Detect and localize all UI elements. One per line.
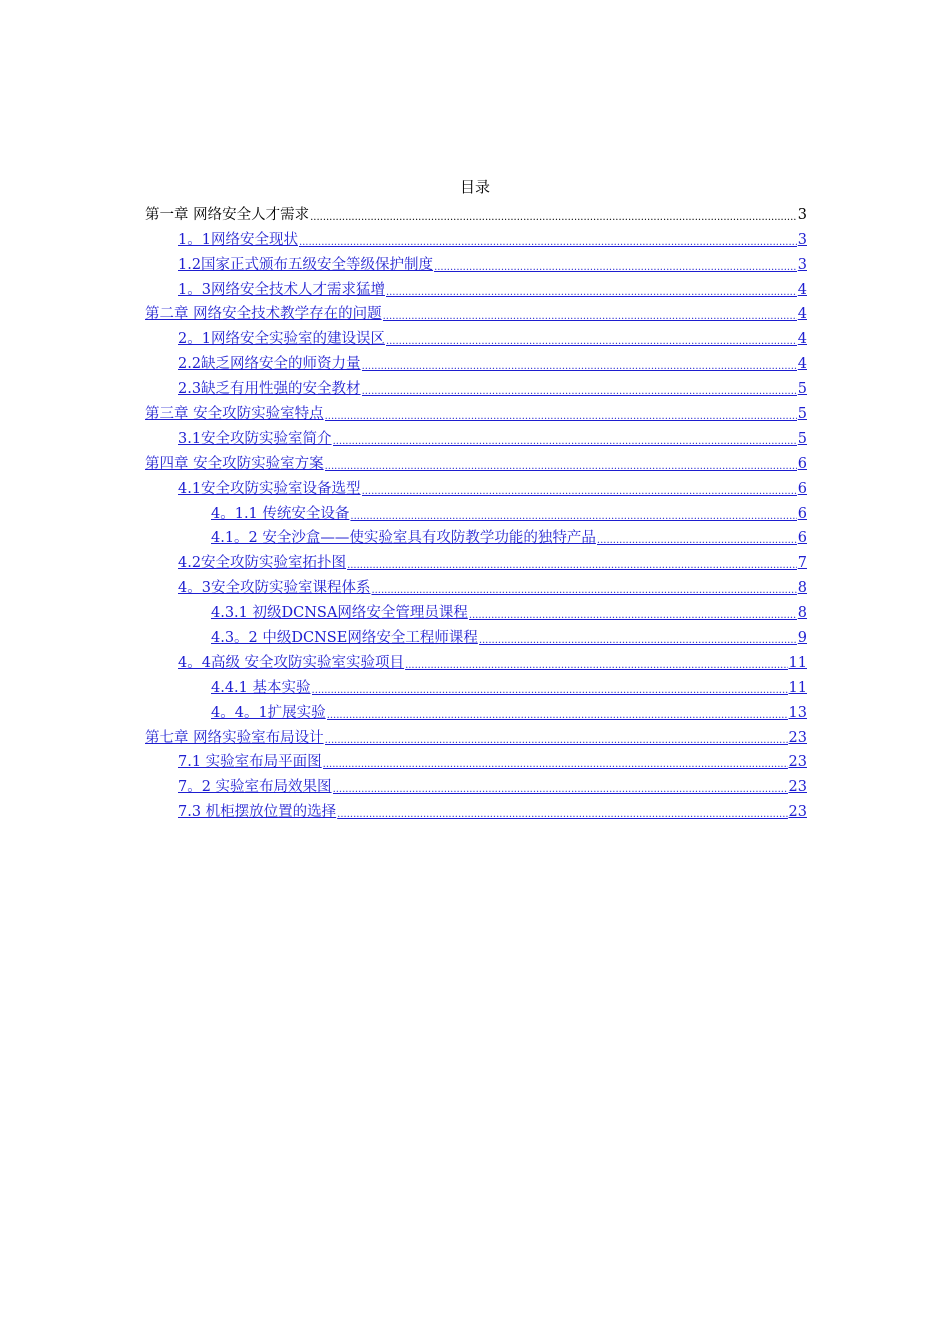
- toc-link-entry[interactable]: [145, 373, 807, 398]
- toc-link-entry[interactable]: [145, 299, 807, 324]
- toc-dot-leader: [371, 585, 796, 597]
- toc-page-number: 13: [788, 704, 807, 721]
- toc-link-entry[interactable]: [145, 547, 807, 572]
- toc-page-number: 23: [788, 779, 807, 796]
- toc-link-entry[interactable]: [145, 672, 807, 697]
- toc-page-number: 6: [797, 505, 807, 522]
- toc-link-entry[interactable]: [145, 771, 807, 796]
- toc-link-entry[interactable]: [145, 249, 807, 274]
- toc-entry: [145, 199, 807, 224]
- toc-dot-leader: [325, 411, 797, 423]
- toc-dot-leader: [337, 809, 787, 821]
- toc-dot-leader: [405, 660, 787, 672]
- toc-page-number: 23: [788, 804, 807, 821]
- toc-link-entry[interactable]: [145, 448, 807, 473]
- toc-dot-leader: [333, 784, 788, 796]
- toc-page-number: 3: [797, 206, 807, 223]
- toc-entry-text: 2.2缺乏网络安全的师资力量: [178, 356, 361, 373]
- toc-dot-leader: [347, 560, 797, 572]
- toc-entry-text: 1.2国家正式颁布五级安全等级保护制度: [178, 256, 434, 273]
- toc-link-entry[interactable]: [145, 398, 807, 423]
- toc-entry-text: 2.3缺乏有用性强的安全教材: [178, 381, 361, 398]
- toc-entry-text: 4.3.1 初级DCNSA网络安全管理员课程: [211, 605, 468, 622]
- toc-dot-leader: [325, 735, 788, 747]
- toc-page-number: 4: [797, 331, 807, 348]
- toc-page-number: 9: [797, 630, 807, 647]
- toc-page-number: 5: [797, 406, 807, 423]
- toc-link-entry[interactable]: [145, 274, 807, 299]
- toc-page-number: 5: [797, 430, 807, 447]
- toc-entry-text: 1。3网络安全技术人才需求猛增: [178, 281, 385, 298]
- toc-link-entry[interactable]: [145, 498, 807, 523]
- toc-dot-leader: [386, 336, 797, 348]
- toc-dot-leader: [350, 511, 796, 523]
- toc-page-number: 11: [788, 654, 807, 671]
- toc-link-entry[interactable]: [145, 722, 807, 747]
- toc-dot-leader: [597, 535, 797, 547]
- toc-dot-leader: [383, 311, 797, 323]
- toc-dot-leader: [362, 361, 797, 373]
- toc-page-number: 6: [797, 530, 807, 547]
- toc-link-entry[interactable]: [145, 796, 807, 821]
- toc-dot-leader: [479, 635, 797, 647]
- toc-dot-leader: [362, 386, 797, 398]
- toc-entry-text: 第一章 网络安全人才需求: [145, 206, 310, 223]
- toc-entry-text: 7.1 实验室布局平面图: [178, 754, 322, 771]
- toc-page-number: 3: [797, 256, 807, 273]
- toc-entry-text: 第三章 安全攻防实验室特点: [145, 406, 324, 423]
- toc-page-number: 3: [797, 231, 807, 248]
- toc-entry-text: 第四章 安全攻防实验室方案: [145, 455, 324, 472]
- toc-dot-leader: [469, 610, 797, 622]
- toc-entry-text: 3.1安全攻防实验室简介: [178, 430, 332, 447]
- toc-page-number: 23: [788, 754, 807, 771]
- toc-entry-text: 第二章 网络安全技术教学存在的问题: [145, 306, 382, 323]
- toc-link-entry[interactable]: [145, 597, 807, 622]
- toc-link-entry[interactable]: [145, 572, 807, 597]
- toc-dot-leader: [362, 486, 797, 498]
- toc-page-number: 6: [797, 480, 807, 497]
- toc-entry-text: 4.1。2 安全沙盒——使实验室具有攻防教学功能的独特产品: [211, 530, 596, 547]
- toc-link-entry[interactable]: [145, 622, 807, 647]
- toc-entry-text: 1。1网络安全现状: [178, 231, 298, 248]
- toc-page-number: 23: [788, 729, 807, 746]
- toc-page-number: 4: [797, 306, 807, 323]
- toc-entry-text: 第七章 网络实验室布局设计: [145, 729, 324, 746]
- toc-page-number: 4: [797, 356, 807, 373]
- toc-link-entry[interactable]: [145, 747, 807, 772]
- toc-entry-text: 4。1.1 传统安全设备: [211, 505, 350, 522]
- toc-dot-leader: [325, 461, 797, 473]
- toc-entry-text: 7.3 机柜摆放位置的选择: [178, 804, 337, 821]
- toc-page-number: 5: [797, 381, 807, 398]
- toc-entry-text: 4.4.1 基本实验: [211, 679, 311, 696]
- table-of-contents: [145, 199, 807, 821]
- toc-entry-text: 4.1安全攻防实验室设备选型: [178, 480, 361, 497]
- toc-dot-leader: [323, 759, 788, 771]
- toc-dot-leader: [333, 436, 797, 448]
- toc-link-entry[interactable]: [145, 423, 807, 448]
- toc-dot-leader: [312, 685, 788, 697]
- toc-link-entry[interactable]: [145, 473, 807, 498]
- toc-title: 目录: [459, 178, 490, 196]
- toc-entry-text: 4.3。2 中级DCNSE网络安全工程师课程: [211, 630, 478, 647]
- toc-link-entry[interactable]: [145, 697, 807, 722]
- toc-entry-text: 7。2 实验室布局效果图: [178, 779, 332, 796]
- toc-entry-text: 4。4。1扩展实验: [211, 704, 326, 721]
- toc-dot-leader: [386, 287, 797, 299]
- toc-dot-leader: [299, 237, 797, 249]
- toc-dot-leader: [310, 212, 797, 224]
- toc-page-number: 8: [797, 580, 807, 597]
- toc-link-entry[interactable]: [145, 224, 807, 249]
- toc-link-entry[interactable]: [145, 348, 807, 373]
- toc-dot-leader: [327, 710, 788, 722]
- toc-entry-text: 4。3安全攻防实验室课程体系: [178, 580, 371, 597]
- toc-page-number: 6: [797, 455, 807, 472]
- toc-page-number: 11: [788, 679, 807, 696]
- toc-page-number: 8: [797, 605, 807, 622]
- toc-page-number: 4: [797, 281, 807, 298]
- toc-dot-leader: [434, 262, 797, 274]
- toc-link-entry[interactable]: [145, 323, 807, 348]
- toc-link-entry[interactable]: [145, 523, 807, 548]
- toc-page-number: 7: [797, 555, 807, 572]
- toc-entry-text: 2。1网络安全实验室的建设误区: [178, 331, 385, 348]
- toc-link-entry[interactable]: [145, 647, 807, 672]
- toc-entry-text: 4。4高级 安全攻防实验室实验项目: [178, 654, 405, 671]
- toc-entry-text: 4.2安全攻防实验室拓扑图: [178, 555, 347, 572]
